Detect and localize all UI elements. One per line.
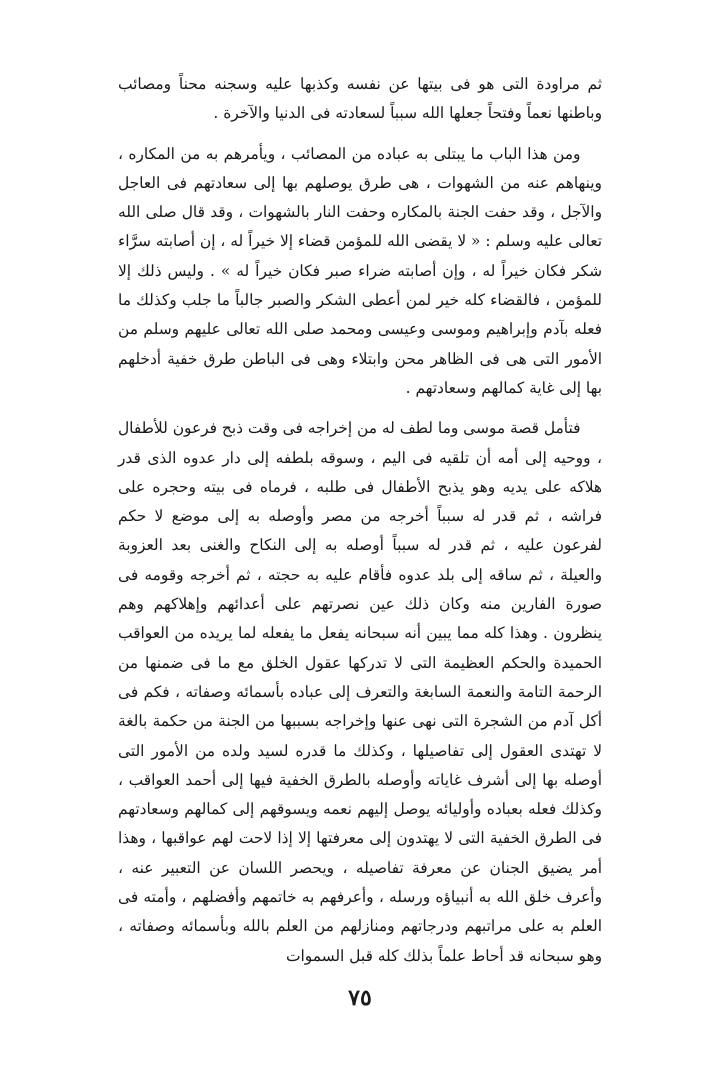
paragraph-2: ومن هذا الباب ما يبتلى به عباده من المصائب ، ويأمرهم به من المكاره ، وينهاهم عنه من الشهوات ، هى طرق يوصلهم بها إلى سعادتهم فى العاجل والآجل ، وقد حفت الجنة بالمكاره وحفت النار بالشهوات ، وقد قال صلى الله تعالى عليه وسلم : « لا يقضى الله للمؤمن قضاء إلا خيراً له ، إن أصابته سرَّاء شكر فكان خيراً له ، وإن أصابته ضراء صبر فكان خيراً له » . وليس ذلك إلا للمؤمن ، فالقضاء كله خير لمن أعطى الشكر والصبر جالباً ما جلب وكذلك ما فعله بآدم وإبراهيم وموسى وعيسى ومحمد صلى الله تعالى عليهم وسلم من الأمور التى هى فى الظاهر محن وابتلاء وهى فى الباطن طرق خفية أدخلهم بها إلى غاية كمالهم وسعادتهم . (118, 144, 602, 397)
paragraph-3: فتأمل قصة موسى وما لطف له من إخراجه فى وقت ذبح فرعون للأطفال ، ووحيه إلى أمه أن تلقيه فى اليم ، وسوقه بلطفه إلى دار عدوه الذى قدر هلاكه على يديه وهو يذبح الأطفال فى طلبه ، فرماه فى بيته وحجره على فراشه ، ثم قدر له سبباً أخرجه من مصر وأوصله به إلى موضع لا حكم لفرعون عليه ، ثم قدر له سبباً أوصله به إلى النكاح والغنى بعد العزوبة والعيلة ، ثم ساقه إلى بلد عدوه فأقام عليه به حجته ، ثم أخرجه وقومه فى صورة الفارين منه وكان ذلك عين نصرتهم على أعدائهم وإهلاكهم وهم ينظرون . وهذا كله مما يبين أنه سبحانه يفعل ما يفعله لما يريده من العواقب الحميدة والحكم العظيمة التى لا تدركها عقول الخلق مع ما فى ضمنها من الرحمة التامة والنعمة السابغة والتعرف إلى عباده بأسمائه وصفاته ، فكم فى أكل آدم من الشجرة التى نهى عنها وإخراجه بسببها من الجنة من حكمة بالغة لا تهتدى العقول إلى تفاصيلها ، وكذلك ما قدره لسيد ولده من الأمور التى أوصله بها إلى أشرف غاياته وأوصله بالطرق الخفية فيها إلى أحمد العواقب ، وكذلك فعله بعباده وأوليائه يوصل إليهم نعمه ويسوقهم إلى كمالهم وسعادتهم فى الطرق الخفية التى لا يهتدون إلى معرفتها إلا إذا لاحت لهم عواقبها ، وهذا أمر يضيق الجنان عن معرفة تفاصيله ، ويحصر اللسان عن التعبير عنه ، وأعرف خلق الله به أنبياؤه ورسله ، وأعرفهم به خاتمهم وأفضلهم ، وأمته فى العلم به على مراتبهم ودرجاتهم ومنازلهم من العلم بالله وبأسمائه وصفاته ، وهو سبحانه قد أحاط علماً بذلك كله قبل السموات (118, 419, 602, 965)
paragraph-1: ثم مراودة التى هو فى بيتها عن نفسه وكذبها عليه وسجنه محناً ومصائب وباطنها نعماً وفتحاً جعلها الله سبباً لسعادته فى الدنيا والآخرة . (118, 75, 602, 123)
body-text (118, 70, 602, 971)
page-number: ٧٥ (348, 985, 372, 1011)
